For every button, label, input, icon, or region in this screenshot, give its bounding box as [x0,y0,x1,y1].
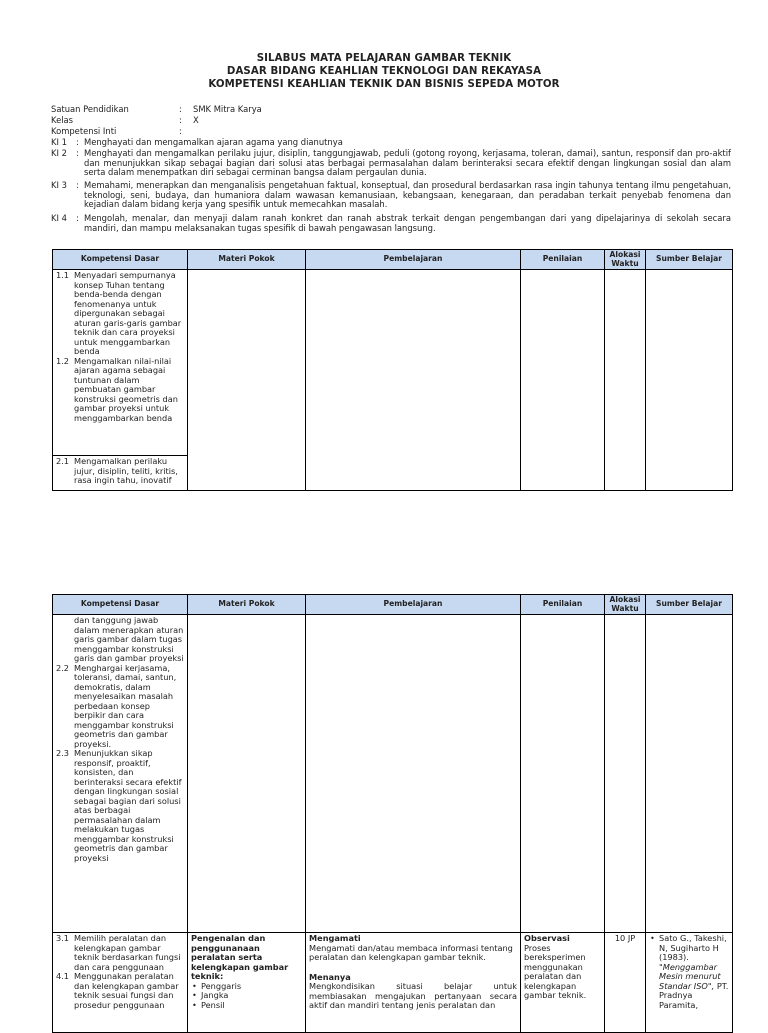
pembelajaran-cell [306,615,521,933]
kd-number: 2.1 [56,456,70,466]
materi-cell [188,933,306,1033]
ki-colon: : [76,180,79,190]
kd-text: Menyadari sempurnanya konsep Tuhan tentang benda-benda dengan fenomenanya untuk dipergunakan sebagai aturan garis-garis gambar teknik dan cara proyeksi untuk menggambarkan benda [74,270,182,356]
pembelajaran-cell [306,270,521,491]
table-header-row [53,595,733,615]
kd-number: 2.2 [56,662,70,673]
ki-code: KI 1 [51,137,67,147]
pembelajaran-text: Mengkondisikan situasi belajar untuk membiasakan mengajukan pertanyaan secara aktif dan mandiri tentang jenis peralatan dan [309,981,517,1010]
document-title-line-2: DASAR BIDANG KEAHLIAN TEKNOLOGI DAN REKAYASA [226,66,542,77]
header-pembelajaran: Pembelajaran [306,595,521,615]
header-materi-pokok: Materi Pokok [188,250,306,270]
pembelajaran-text: Mengamati dan/atau membaca informasi tentang peralatan dan kelengkapan gambar teknik. [309,942,513,962]
header-alokasi-waktu: Alokasi Waktu [605,250,646,270]
table-row [53,933,733,1033]
kd-number: 1.1 [56,270,70,280]
ki-row-1 [51,138,731,148]
ki-code: KI 3 [51,180,67,190]
list-item: • Penggaris [201,982,302,992]
header-kompetensi-dasar: Kompetensi Dasar [53,250,188,270]
info-label-kelas: Kelas [51,115,74,125]
header-sumber-belajar: Sumber Belajar [646,250,733,270]
table-row [53,615,733,933]
ki-colon: : [76,148,79,158]
info-label-satuan: Satuan Pendidikan [51,104,129,114]
kd-text: Menunjukkan sikap responsif, proaktif, konsisten, dan berinteraksi secara efektif dengan lingkungan sosial sebagai bagian dari solusi atas berbagai permasalahan dalam melakukan tugas menggambar konstruksi geometris dan gambar proyeksi [74,748,182,863]
materi-cell [188,615,306,933]
ki-row-2 [51,149,731,181]
kd-text: Menghargai kerjasama, toleransi, damai, santun, demokratis, dalam menyelesaikan masalah perbedaan konsep berpikir dan cara menggambar konstruksi geometris dan gambar proyeksi. [74,662,177,749]
sumber-publisher: PT. Pradnya Paramita, [659,980,729,1010]
header-materi-pokok: Materi Pokok [188,595,306,615]
pembelajaran-heading: Mengamati [309,933,361,943]
kd-cell [53,270,188,456]
kd-number: 2.3 [56,748,70,758]
sumber-cell [646,270,733,491]
ki-code: KI 4 [51,213,67,223]
materi-list [191,982,302,1011]
penilaian-cell [521,615,605,933]
alokasi-cell [605,615,646,933]
penilaian-heading: Observasi [524,933,570,943]
syllabus-table-1 [52,249,733,491]
kd-item [56,357,184,424]
sumber-cell [646,933,733,1033]
materi-title: Pengenalan dan penggunanaan peralatan serta kelengkapan gambar teknik: [191,933,289,981]
ki-colon: : [76,213,79,223]
kd-item [56,749,184,863]
syllabus-table-2 [52,594,733,1033]
kd-continuation: dan tanggung jawab dalam menerapkan aturan garis gambar dalam tugas menggambar konstruksi garis dan gambar proyeksi [74,615,184,663]
alokasi-cell [605,270,646,491]
ki-text: Menghayati dan mengamalkan perilaku jujur, disiplin, tanggungjawab, peduli (gotong royong, kerjasama, toleran, damai), santun, responsif dan pro-aktif dan menunjukkan sikap sebagai bagian dari solusi atas berbagai permasalahan dalam berinteraksi secara efektif dengan lingkungan sosial dan alam serta dalam menempatkan diri sebagai cerminan bangsa dalam pergaulan dunia. [84,148,731,178]
ki-text: Mengolah, menalar, dan menyaji dalam ranah konkret dan ranah abstrak terkait dengan pengembangan dari yang dipelajarinya di sekolah secara mandiri, dan mampu melaksanakan tugas spesifik di bawah pengawasan langsung. [84,213,731,233]
kd-text: Mengamalkan perilaku jujur, disiplin, teliti, kritis, rasa ingin tahu, inovatif [74,456,178,485]
header-sumber-belajar: Sumber Belajar [646,595,733,615]
list-item: • Jangka [201,991,302,1001]
header-kompetensi-dasar: Kompetensi Dasar [53,595,188,615]
kd-cell [53,615,188,933]
kd-item [56,271,184,357]
info-value-kelas: X [193,115,199,125]
kd-cell [53,933,188,1033]
list-item [659,934,729,1010]
info-label-kompetensi-inti: Kompetensi Inti [51,126,117,136]
document-title-line-3: KOMPETENSI KEAHLIAN TEKNIK DAN BISNIS SEPEDA MOTOR [208,79,560,90]
kd-text: Mengamalkan nilai-nilai ajaran agama sebagai tuntunan dalam pembuatan gambar konstruksi geometris dan gambar proyeksi untuk menggambarkan benda [74,355,178,423]
kd-item [56,664,184,750]
ki-colon: : [76,137,79,147]
sumber-author: Sato G., Takeshi, N, Sugiharto H (1983). [659,933,727,962]
pembelajaran-cell [306,933,521,1033]
penilaian-cell [521,270,605,491]
ki-text: Menghayati dan mengamalkan ajaran agama yang dianutnya [84,137,343,147]
table-header-row [53,250,733,270]
kd-number: 4.1 [56,971,70,981]
kd-item [56,457,184,486]
header-penilaian: Penilaian [521,250,605,270]
kd-text: Memilih peralatan dan kelengkapan gambar teknik berdasarkan fungsi dan cara penggunaan [74,933,181,972]
kd-text: Menggunakan peralatan dan kelengkapan gambar teknik sesuai fungsi dan prosedur penggunaan [74,971,179,1010]
sumber-cell [646,615,733,933]
kd-number: 1.2 [56,355,70,366]
kd-number: 3.1 [56,933,70,943]
info-colon: : [179,104,182,114]
info-colon: : [179,115,182,125]
penilaian-text: Proses bereksperimen menggunakan peralatan dan kelengkapan gambar teknik. [524,942,587,1000]
kd-item [56,934,184,972]
table-row [53,270,733,456]
sumber-list [649,934,729,1010]
ki-row-4 [51,214,731,236]
document-title-line-1: SILABUS MATA PELAJARAN GAMBAR TEKNIK [256,53,512,64]
info-value-satuan: SMK Mitra Karya [193,104,262,114]
sumber-title: "Menggambar Mesin menurut Standar ISO", [659,961,721,991]
penilaian-cell [521,933,605,1033]
alokasi-cell: 10 JP [605,933,646,1033]
ki-text: Memahami, menerapkan dan menganalisis pengetahuan faktual, konseptual, dan prosedural berdasarkan rasa ingin tahunya tentang ilmu pengetahuan, teknologi, seni, budaya, dan humaniora dalam wawasan kemanusiaan, kebangsaan, kenegaraan, dan peradaban terkait penyebab fenomena dan kejadian dalam bidang kerja yang spesifik untuk memecahkan masalah. [84,180,731,210]
header-penilaian: Penilaian [521,595,605,615]
kd-item [56,972,184,1010]
ki-row-3 [51,181,731,214]
kd-cell [53,456,188,491]
pembelajaran-heading: Menanya [309,971,351,982]
info-colon: : [179,126,182,136]
ki-code: KI 2 [51,148,67,158]
list-item: • Pensil [201,1001,302,1011]
materi-cell [188,270,306,491]
header-alokasi-waktu: Alokasi Waktu [605,595,646,615]
header-pembelajaran: Pembelajaran [306,250,521,270]
